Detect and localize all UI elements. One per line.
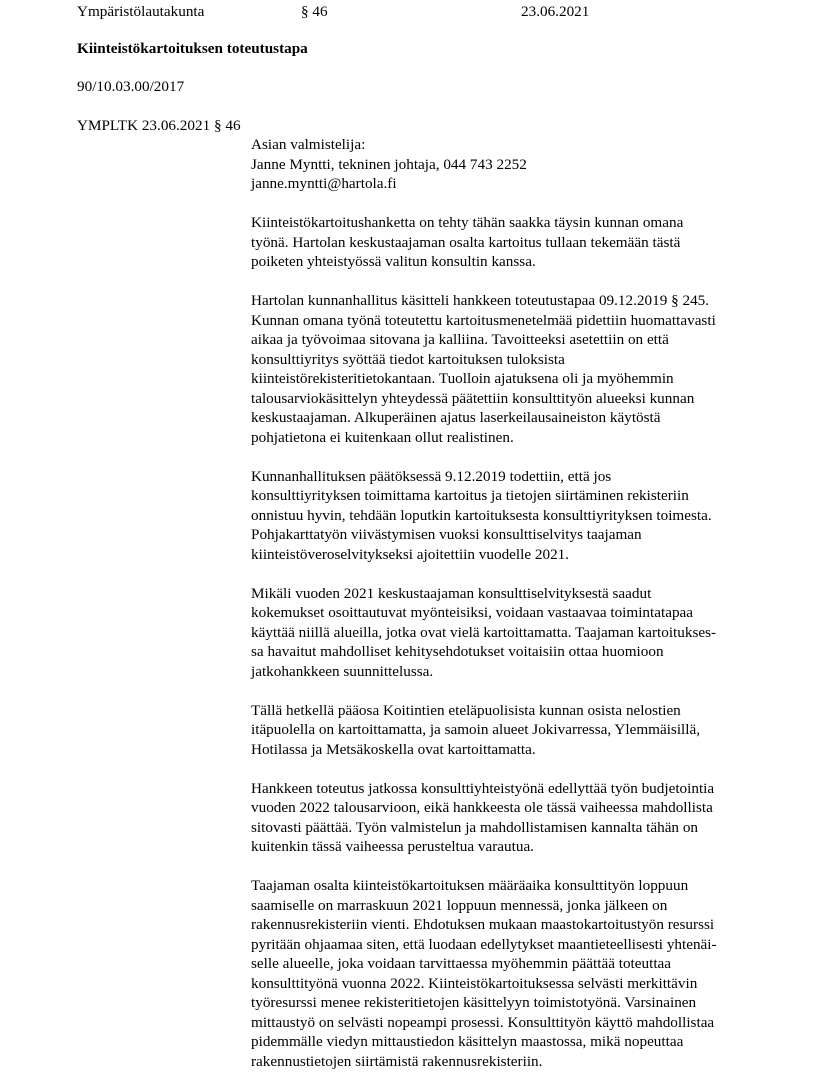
- paragraph-line: keskustaajaman. Alkuperäinen ajatus laserkeilausaineiston käytöstä: [251, 409, 661, 426]
- paragraph-line: sa havaitut mahdolliset kehitysehdotukset voitaisiin ottaa huomioon: [251, 643, 664, 660]
- paragraph: [251, 779, 751, 857]
- paragraph-line: konsulttityönä vuonna 2022. Kiinteistökartoituksessa selvästi merkittävin: [251, 974, 698, 992]
- preparer-block: [251, 135, 751, 194]
- paragraph-line: talousarviokäsittelyn yhteydessä päätettiin konsulttityön alueeksi kunnan: [251, 389, 695, 407]
- paragraph-line: konsulttiyritys syöttää tiedot kartoituksen tuloksista: [251, 350, 565, 368]
- paragraph-line: Mikäli vuoden 2021 keskustaajaman konsulttiselvityksestä saadut: [251, 584, 652, 602]
- paragraph-line: jatkohankkeen suunnittelussa.: [251, 662, 434, 680]
- board-name: Ympäristölautakunta: [77, 3, 205, 20]
- paragraph: [251, 701, 751, 760]
- paragraph-line: käyttää niillä alueilla, jotka ovat vielä kartoittamatta. Taajaman kartoitukses-: [251, 623, 717, 641]
- paragraph-line: kuitenkin tässä vaiheessa perusteltua varautua.: [251, 838, 534, 855]
- document-body: [251, 135, 751, 1091]
- paragraph-line: pohjatietona ei kuitenkaan ollut realistinen.: [251, 428, 514, 446]
- paragraph-line: Hotilassa ja Metsäkoskella ovat kartoittamatta.: [251, 740, 536, 758]
- record-reference: 90/10.03.00/2017: [77, 78, 185, 95]
- header-date: 23.06.2021: [521, 3, 590, 20]
- document-title: Kiinteistökartoituksen toteutustapa: [77, 40, 308, 57]
- paragraph-line: Pohjakarttatyön viivästymisen vuoksi konsulttiselvitys taajaman: [251, 526, 642, 543]
- paragraph-line: Hankkeen toteutus jatkossa konsulttiyhteistyönä edellyttää työn budjetointia: [251, 779, 715, 797]
- paragraph-line: kokemukset osoittautuvat myönteisiksi, voidaan vastaavaa toimintatapaa: [251, 604, 694, 621]
- paragraph-line: työresurssi menee rekisteritietojen käsittelyyn toimistotyönä. Varsinainen: [251, 994, 697, 1011]
- section-number: § 46: [301, 3, 328, 20]
- meeting-reference: YMPLTK 23.06.2021 § 46: [77, 117, 241, 134]
- paragraph-line: Kunnanhallituksen päätöksessä 9.12.2019 todettiin, että jos: [251, 467, 612, 485]
- paragraph-line: kiinteistörekisteritietokantaan. Tuolloin ajatuksena oli ja myöhemmin: [251, 370, 674, 387]
- paragraph-line: pyritään ohjaamaa siten, että luodaan edellytykset maantieteellisesti yhtenäi-: [251, 935, 717, 953]
- paragraph-line: pidemmälle viedyn mittaustiedon käsittelyn maastossa, mikä nopeuttaa: [251, 1033, 684, 1050]
- paragraph-line: itäpuolella on kartoittamatta, ja samoin alueet Jokivarressa, Ylemmäisillä,: [251, 721, 701, 738]
- paragraph: [251, 584, 751, 682]
- paragraph: [251, 876, 751, 1071]
- preparer-email: janne.myntti@hartola.fi: [251, 175, 397, 192]
- paragraph: [251, 213, 751, 272]
- paragraph: [251, 291, 751, 447]
- paragraph-line: saamiselle on marraskuun 2021 loppuun mennessä, jonka jälkeen on: [251, 896, 668, 914]
- paragraph-line: vuoden 2022 talousarvioon, eikä hankkeesta ole tässä vaiheessa mahdollista: [251, 799, 713, 816]
- paragraph-line: selle alueelle, joka voidaan tarvittaessa myöhemmin päättää toteuttaa: [251, 955, 672, 972]
- paragraph-line: rakennusrekisteriin vienti. Ehdotuksen mukaan maastokartoitustyön resurssi: [251, 916, 715, 933]
- paragraph-line: poiketen yhteistyössä valitun konsultin kanssa.: [251, 253, 536, 270]
- paragraph-line: konsulttiyrityksen toimittama kartoitus ja tietojen siirtäminen rekisteriin: [251, 487, 689, 504]
- preparer-details: Janne Myntti, tekninen johtaja, 044 743 2252: [251, 155, 527, 173]
- paragraph-line: onnistuu hyvin, tehdään loputkin kartoituksesta konsulttiyrityksen toimesta.: [251, 506, 712, 524]
- paragraph-line: aikaa ja työvoimaa sitovana ja kalliina. Tavoitteeksi asetettiin on että: [251, 331, 669, 348]
- paragraph-line: mittaustyö on selvästi nopeampi prosessi. Konsulttityön käyttö mahdollistaa: [251, 1013, 715, 1031]
- paragraph-list: [251, 213, 751, 1071]
- paragraph-line: Kunnan omana työnä toteutettu kartoitusmenetelmää pidettiin huomattavasti: [251, 311, 716, 329]
- paragraph-line: Kiinteistökartoitushanketta on tehty tähän saakka täysin kunnan omana: [251, 214, 684, 231]
- paragraph-line: työnä. Hartolan keskustaajaman osalta kartoitus tullaan tekemään tästä: [251, 233, 681, 251]
- paragraph-line: sitovasti päättää. Työn valmistelun ja mahdollistamisen kannalta tähän on: [251, 818, 699, 836]
- paragraph: [251, 467, 751, 565]
- preparer-label: Asian valmistelija:: [251, 136, 366, 153]
- paragraph-line: rakennustietojen siirtämistä rakennusrekisteriin.: [251, 1052, 543, 1070]
- paragraph-line: kiinteistöveroselvitykseksi ajoitettiin vuodelle 2021.: [251, 545, 570, 563]
- paragraph-line: Taajaman osalta kiinteistökartoituksen määräaika konsulttityön loppuun: [251, 877, 689, 894]
- document-header: [0, 2, 816, 22]
- paragraph-line: Tällä hetkellä pääosa Koitintien eteläpuolisista kunnan osista nelostien: [251, 701, 681, 719]
- paragraph-line: Hartolan kunnanhallitus käsitteli hankkeen toteutustapaa 09.12.2019 § 245.: [251, 292, 710, 309]
